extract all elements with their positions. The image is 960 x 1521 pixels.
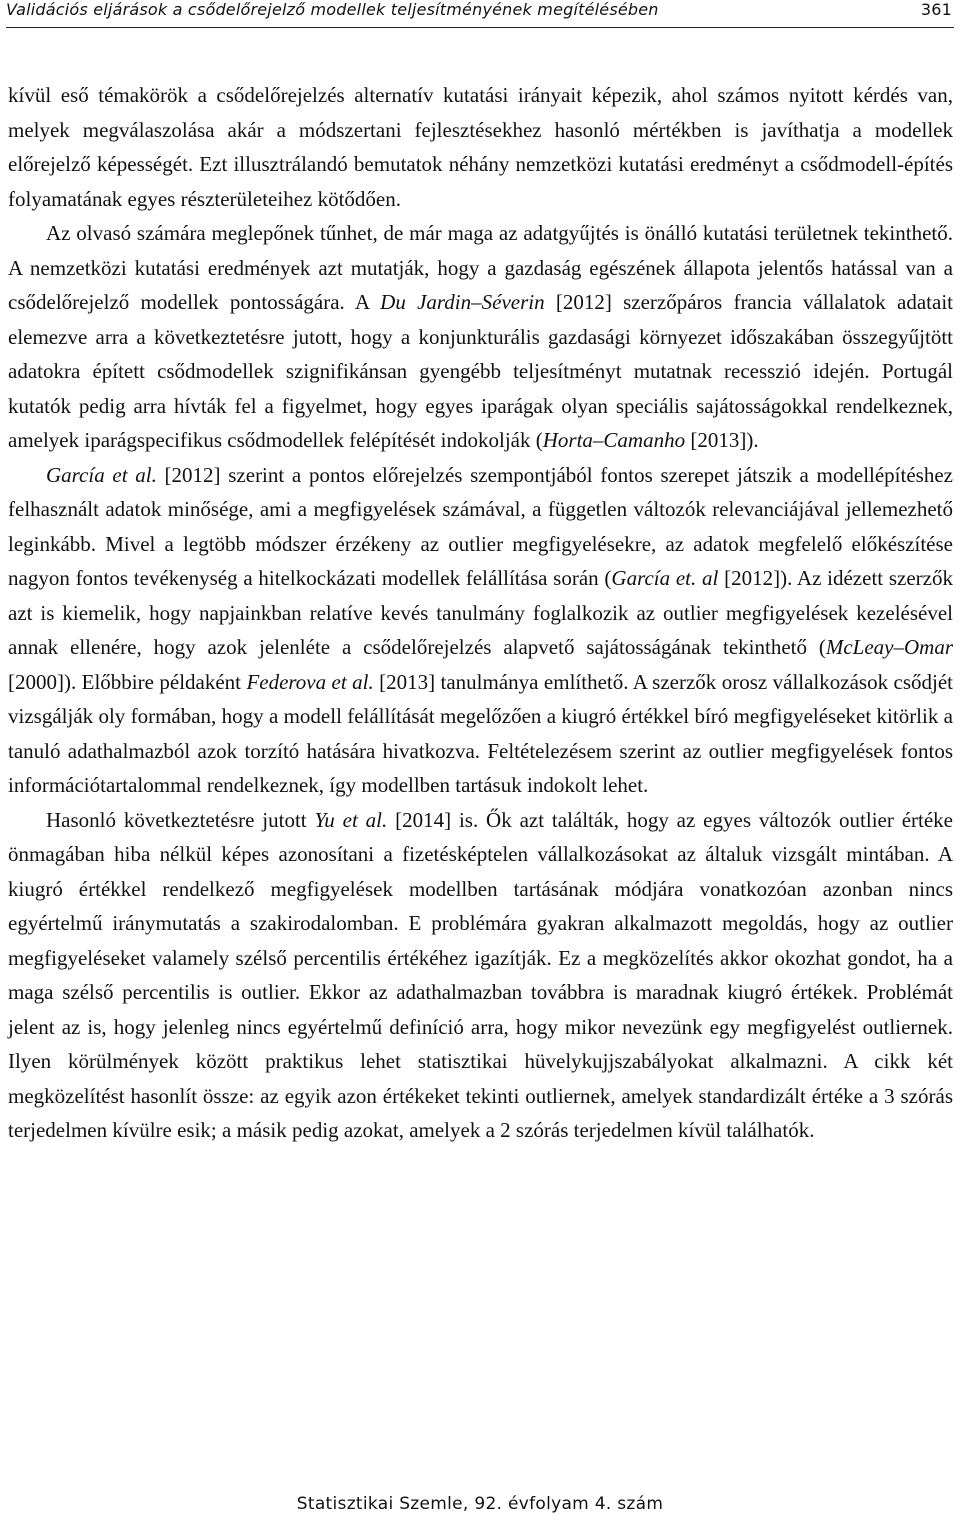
citation-author: García et al. [46, 462, 157, 487]
paragraph-2 [8, 216, 953, 458]
paragraph-text: Hasonló következtetésre jutott [46, 807, 315, 832]
paragraph-text: [2000]). Előbbire példaként [8, 669, 247, 694]
citation-author: Du Jardin–Séverin [380, 290, 545, 314]
header-rule [6, 27, 954, 28]
paragraph-text: Az olvasó számára meglepőnek tűnhet, de már maga az adatgyűjtés is önálló kutatási területnek tekinthető. A nemzetközi kutatási eredmények azt mutatják, hogy a gazdaság egészének állapota jelentős hatással van a csődelőrejelző modellek pontosságára. A [8, 221, 953, 314]
article-body [8, 78, 953, 1148]
paragraph-3 [8, 458, 953, 803]
paragraph-1 [8, 78, 953, 216]
citation-author: Horta–Camanho [542, 428, 686, 452]
paragraph-text: [2013]). [685, 428, 759, 452]
running-header [6, 0, 952, 26]
paragraph-text: [2013] tanulmánya említhető. A szerzők orosz vállalkozások csődjét vizsgálják oly formában, hogy a modell felállítását megelőzően a kiugró értékkel bíró megfigyeléseket kitörlik a tanuló adathalmazból azok torzító hatására hivatkozva. Feltételezésem szerint az outlier megfigyelések fontos információtartalommal rendelkeznek, így modellben tartásuk indokolt lehet. [8, 669, 953, 797]
journal-footer: Statisztikai Szemle, 92. évfolyam 4. szám [296, 1494, 664, 1514]
paragraph-text: kívül eső témakörök a csődelőrejelzés alternatív kutatási irányait képezik, ahol számos nyitott kérdés van, melyek megválaszolása akár a módszertani fejlesztésekhez hasonló mértékben is javíthatja a modellek előrejelző képességét. Ezt illusztrálandó bemutatok néhány nemzetközi kutatási eredményt a csődmodell-építés folyamatának egyes részterületeihez kötődően. [8, 83, 953, 211]
paragraph-4 [8, 803, 953, 1148]
paragraph-text: [2012]). Az idézett szerzők azt is kiemelik, hogy napjainkban relatíve kevés tanulmány foglalkozik az outlier megfigyelések kezelésével annak ellenére, hogy azok jelenléte a csődelőrejelzés alapvető sajátosságának tekinthető ( [8, 566, 953, 659]
citation-author: McLeay–Omar [825, 635, 953, 659]
paragraph-text: [2014] is. Ők azt találták, hogy az egyes változók outlier értéke önmagában hiba nélkül képes azonosítani a fizetésképtelen vállalkozásokat az általuk vizsgált mintában. A kiugró értékkel rendelkező megfigyelések modellben tartásának módjára vonatkozóan azonban nincs egyértelmű iránymutatás a szakirodalomban. E problémára gyakran alkalmazott megoldás, hogy az outlier megfigyeléseket valamely szélső percentilis értékéhez igazítják. Ez a megközelítés akkor okozhat gondot, ha a maga szélső percentilis is outlier. Ekkor az adathalmazban továbbra is maradnak kiugró értékek. Problémát jelent az is, hogy jelenleg nincs egyértelmű definíció arra, hogy mikor nevezünk egy megfigyelést outliernek. Ilyen körülmények között praktikus lehet statisztikai hüvelykujjszabályokat alkalmazni. A cikk két megközelítést hasonlít össze: az egyik azon értékeket tekinti outliernek, amelyek standardizált értéke a 3 szórás terjedelmen kívülre esik; a másik pedig azokat, amelyek a 2 szórás terjedelmen kívül találhatók. [8, 807, 953, 1142]
citation-author: García et. al [611, 566, 719, 590]
paragraph-text: [2012] szerzőpáros francia vállalatok adatait elemezve arra a következtetésre jutott, hogy a konjunkturális gazdasági környezet időszakában összegyűjtött adatokra épített csődmodellek szignifikánsan gyengébb teljesítményt mutatnak recesszió idején. Portugál kutatók pedig arra hívták fel a figyelmet, hogy egyes iparágak olyan speciális sajátosságokkal rendelkeznek, amelyek iparágspecifikus csődmodellek felépítését indokolják ( [8, 290, 953, 452]
running-title: Validációs eljárások a csődelőrejelző modellek teljesítményének megítélésében [6, 0, 659, 19]
paragraph-text: [2012] szerint a pontos előrejelzés szempontjából fontos szerepet játszik a modellépítéshez felhasznált adatok minősége, ami a megfigyelések számával, a független változók relevanciájával jellemezhető leginkább. Mivel a legtöbb módszer érzékeny az outlier megfigyelésekre, az adatok megfelelő előkészítése nagyon fontos tevékenység a hitelkockázati modellek felállítása során ( [8, 462, 953, 590]
citation-author: Federova et al. [246, 669, 374, 694]
page-number: 361 [920, 0, 952, 19]
citation-author: Yu et al. [314, 807, 388, 832]
